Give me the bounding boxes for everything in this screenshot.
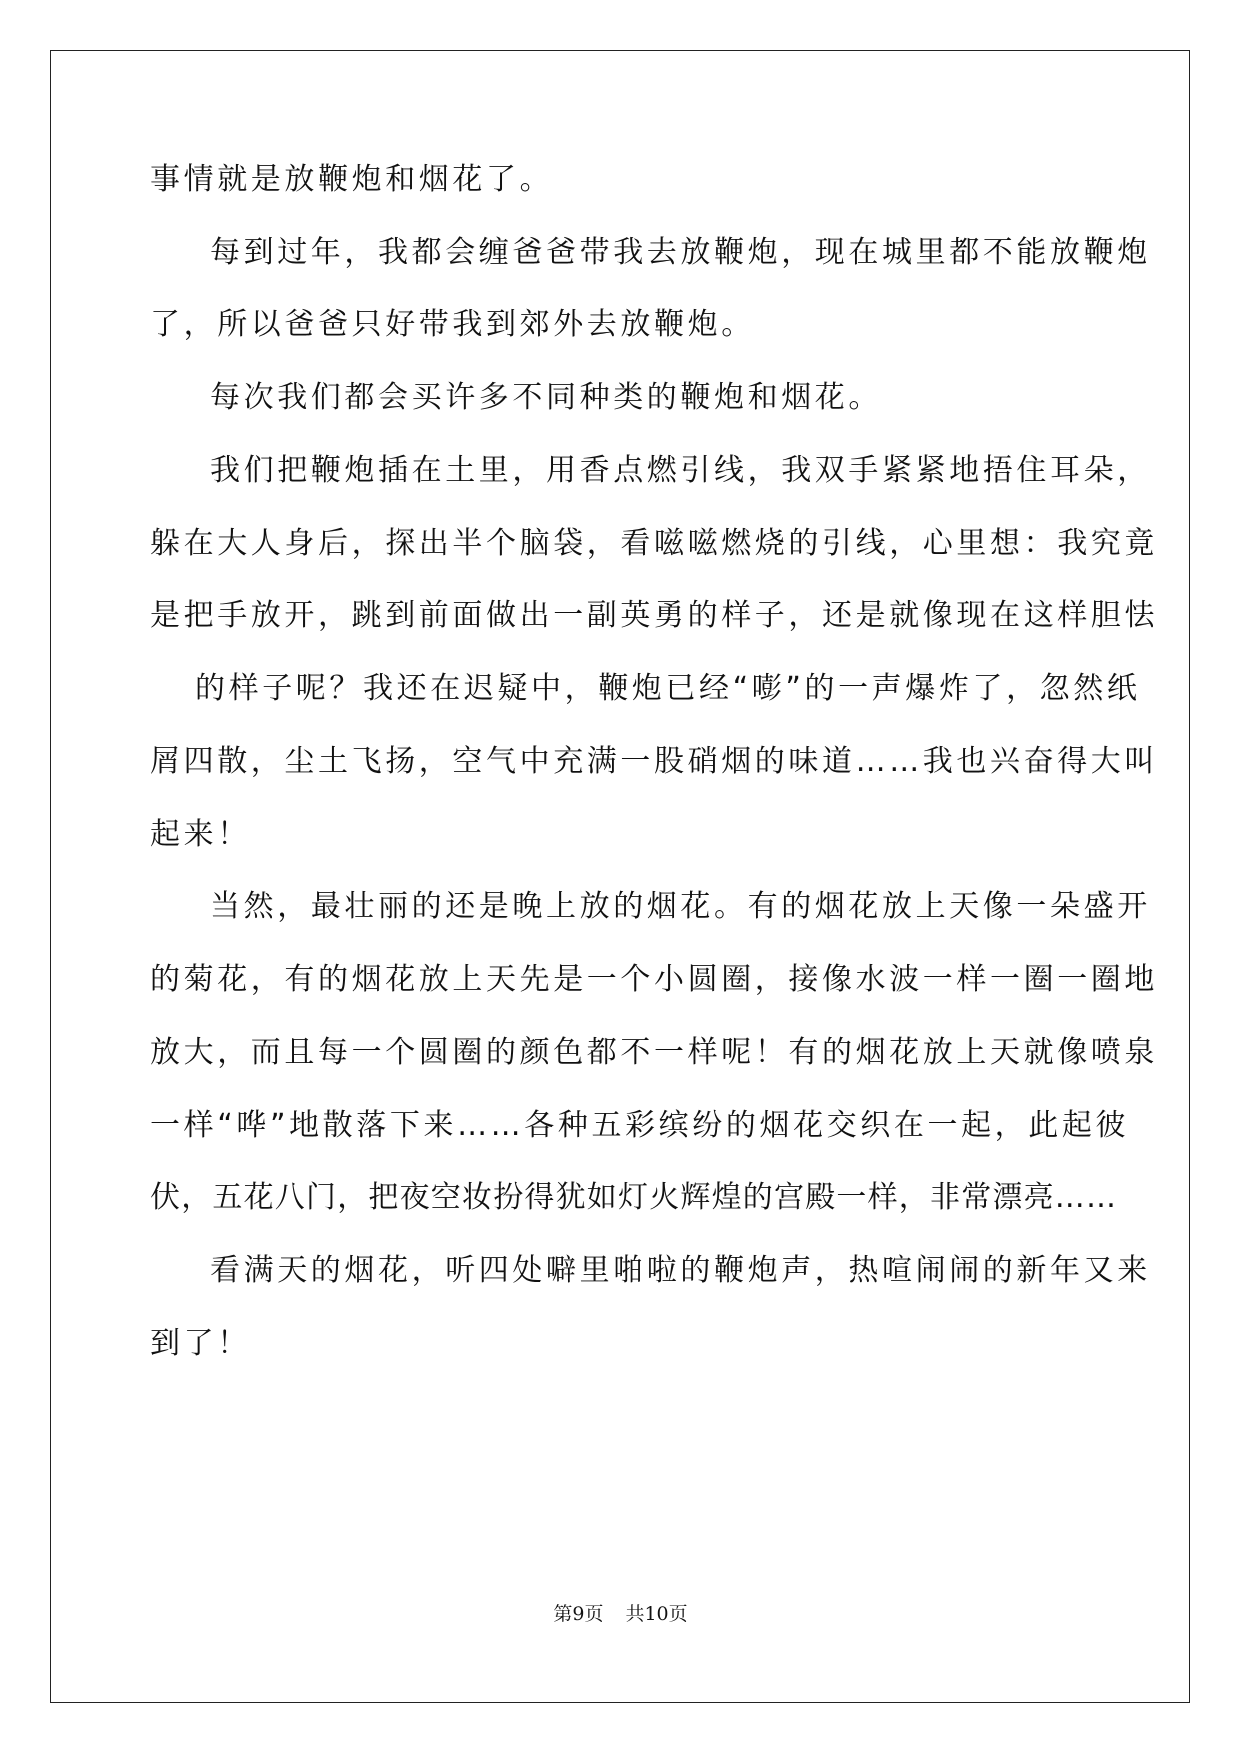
text-line: 到了！ (150, 1326, 251, 1361)
text-line: 看满天的烟花，听四处噼里啪啦的鞭炮声，热喧闹闹的新年又来 (210, 1253, 1151, 1288)
page-footer (0, 1602, 1241, 1626)
text-line: 的样子呢？我还在迟疑中，鞭炮已经“嘭”的一声爆炸了，忽然纸 (195, 671, 1141, 706)
text-line: 了，所以爸爸只好带我到郊外去放鞭炮。 (150, 307, 755, 342)
text-line: 躲在大人身后，探出半个脑袋，看嗞嗞燃烧的引线，心里想：我究竟 (150, 526, 1158, 561)
page-number-total: 共10页 (625, 1603, 688, 1625)
page-border (50, 50, 1190, 1703)
text-line: 一样“哗”地散落下来……各种五彩缤纷的烟花交织在一起，此起彼 (150, 1108, 1130, 1143)
text-line: 每次我们都会买许多不同种类的鞭炮和烟花。 (210, 380, 882, 415)
page-number-current: 第9页 (553, 1603, 604, 1625)
text-line: 每到过年，我都会缠爸爸带我去放鞭炮，现在城里都不能放鞭炮 (210, 235, 1151, 270)
text-line: 屑四散，尘土飞扬，空气中充满一股硝烟的味道……我也兴奋得大叫 (150, 744, 1158, 779)
text-line: 放大，而且每一个圆圈的颜色都不一样呢！有的烟花放上天就像喷泉 (150, 1035, 1158, 1070)
text-line: 起来！ (150, 817, 251, 852)
text-line: 当然，最壮丽的还是晚上放的烟花。有的烟花放上天像一朵盛开 (210, 889, 1151, 924)
text-line: 事情就是放鞭炮和烟花了。 (150, 162, 554, 197)
text-line: 我们把鞭炮插在土里，用香点燃引线，我双手紧紧地捂住耳朵， (210, 453, 1151, 488)
text-line: 的菊花，有的烟花放上天先是一个小圆圈，接像水波一样一圈一圈地 (150, 962, 1158, 997)
text-line: 是把手放开，跳到前面做出一副英勇的样子，还是就像现在这样胆怯 (150, 598, 1158, 633)
text-line: 伏，五花八门，把夜空妆扮得犹如灯火辉煌的宫殿一样，非常漂亮…… (150, 1180, 1118, 1215)
